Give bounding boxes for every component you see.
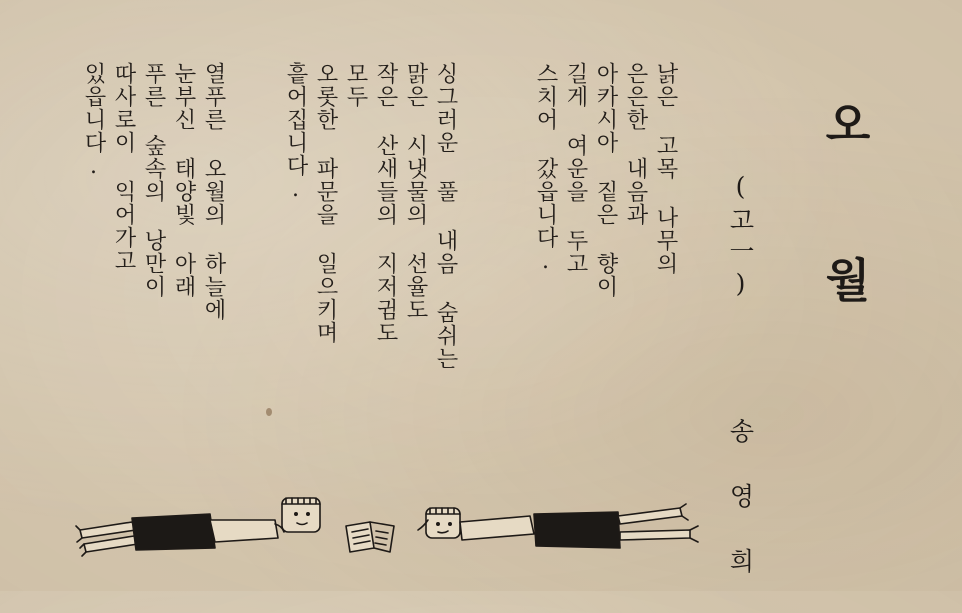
stanza-1-line-5: 스치어 갔읍니다. — [533, 62, 558, 275]
ink-spot — [266, 408, 272, 416]
poem-author — [722, 172, 758, 613]
stanza-3-line-1: 열푸른 오월의 하늘에 — [201, 62, 226, 321]
stanza-1-line-2: 은은한 내음과 — [623, 62, 648, 226]
stanza-3-line-4: 따사로이 익어가고 — [111, 62, 136, 272]
stanza-2-line-2: 맑은 시냇물의 선율도 — [403, 62, 428, 321]
stanza-2-line-3: 작은 산새들의 지저귐도 — [373, 62, 398, 344]
author-grade: (고一) — [726, 172, 755, 304]
stanza-1-line-4: 길게 여운을 두고 — [563, 62, 588, 275]
stanza-2-line-1: 싱그러운 풀 내음 숨쉬는 — [433, 62, 458, 370]
stanza-2-line-5: 오롯한 파문을 일으키며 — [313, 62, 338, 344]
stanza-1-line-1: 낡은 고목 나무의 — [653, 62, 678, 275]
stanza-2-line-4: 모두 — [343, 62, 368, 108]
stanza-2-line-6: 흩어집니다. — [283, 62, 308, 203]
stanza-3-line-5: 있읍니다. — [81, 62, 106, 180]
author-name: 송영희 — [726, 418, 755, 613]
stanza-3-line-2: 눈부신 태양빛 아래 — [171, 62, 196, 298]
children-lying-reading-icon — [70, 486, 720, 566]
stanza-1-line-3: 아카시아 짙은 향이 — [593, 62, 618, 298]
stanza-3-line-3: 푸른 숲속의 낭만이 — [141, 62, 166, 298]
poem-title: 오월 — [818, 100, 872, 412]
